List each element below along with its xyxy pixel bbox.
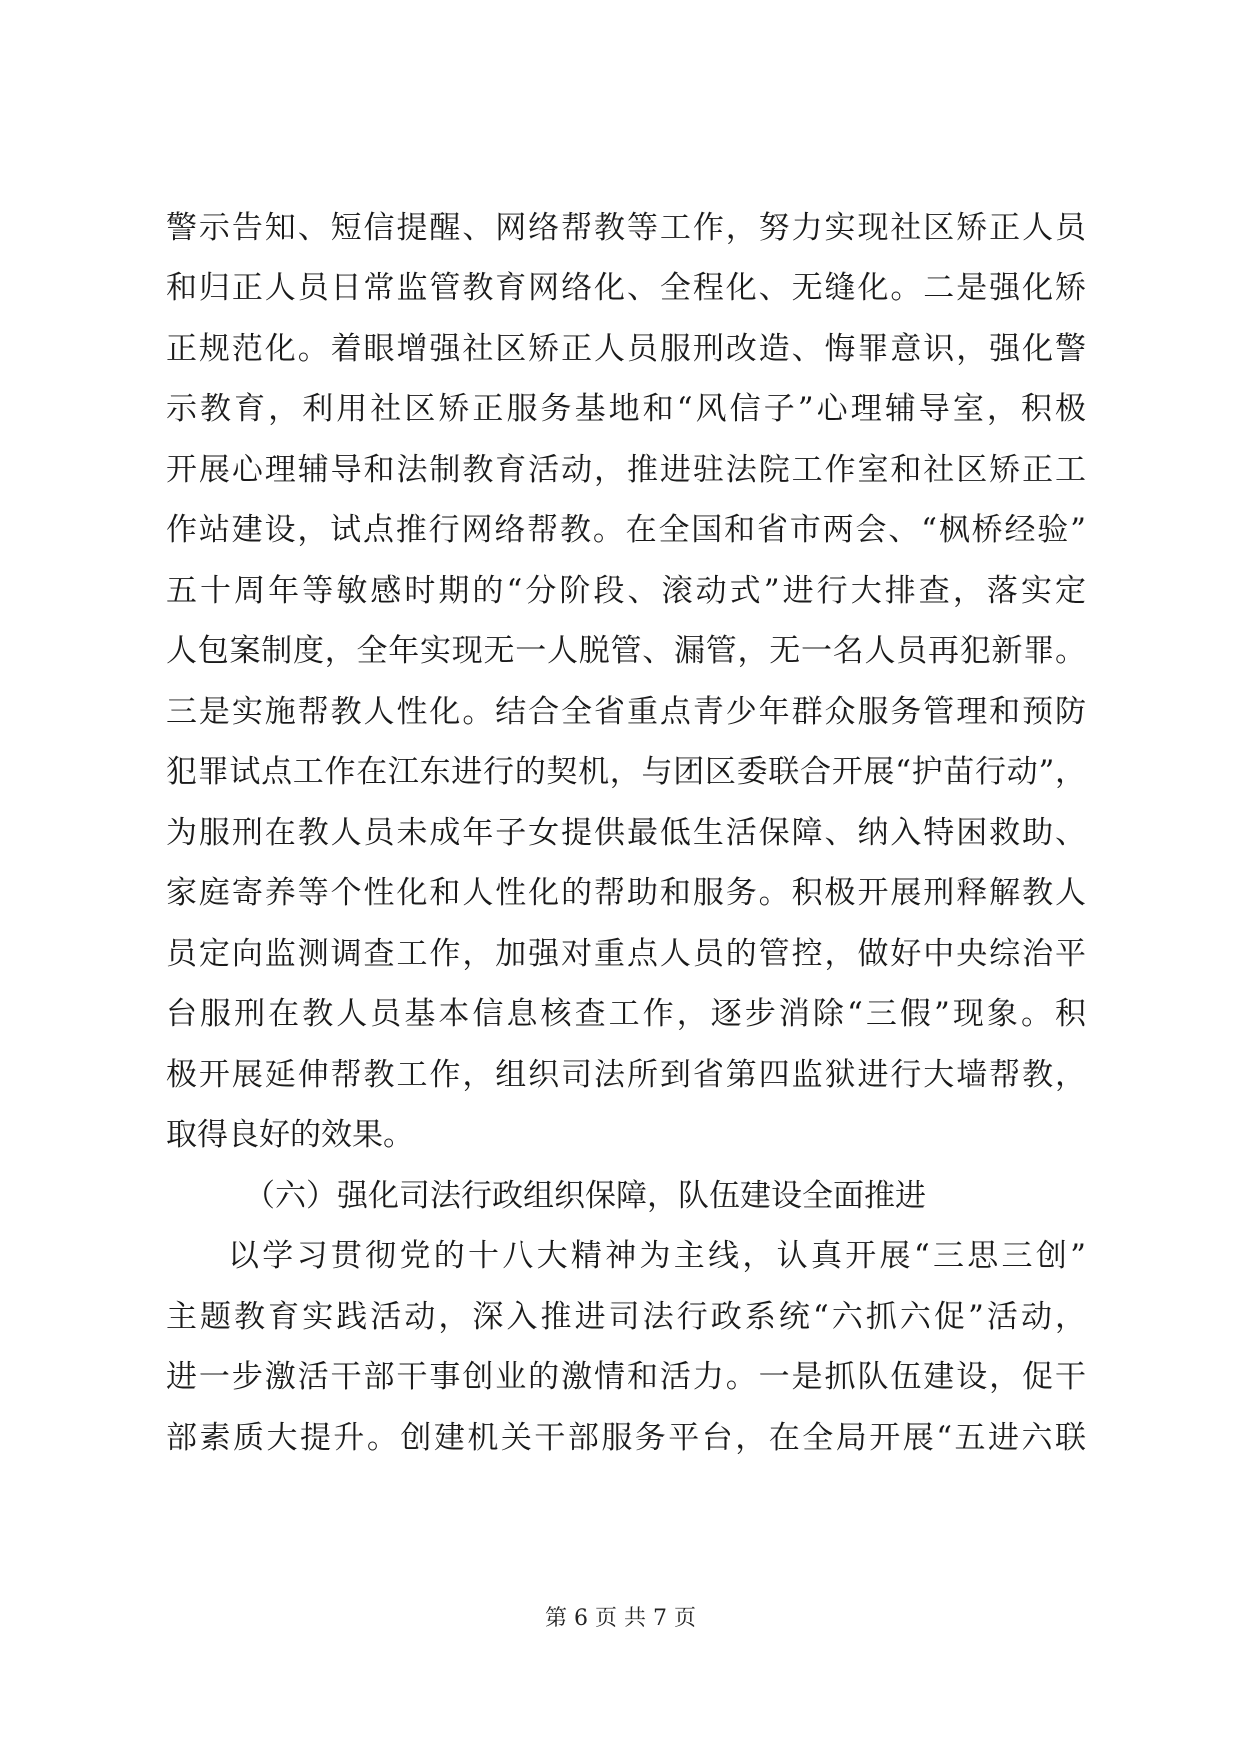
text-line: 示教育，利用社区矫正服务基地和“风信子”心理辅导室，积极 — [166, 391, 1086, 427]
text-line: 取得良好的效果。 — [166, 1117, 414, 1153]
text-line: 为服刑在教人员未成年子女提供最低生活保障、纳入特困救助、 — [166, 815, 1086, 851]
text-line: 极开展延伸帮教工作，组织司法所到省第四监狱进行大墙帮教， — [166, 1057, 1086, 1093]
text-line: 警示告知、短信提醒、网络帮教等工作，努力实现社区矫正人员 — [166, 210, 1086, 246]
text-line: 以学习贯彻党的十八大精神为主线，认真开展“三思三创” — [228, 1238, 1086, 1274]
text-line: 和归正人员日常监管教育网络化、全程化、无缝化。二是强化矫 — [166, 270, 1086, 306]
text-line: 进一步激活干部干事创业的激情和活力。一是抓队伍建设，促干 — [166, 1359, 1086, 1395]
text-line: 作站建设，试点推行网络帮教。在全国和省市两会、“枫桥经验” — [166, 512, 1086, 548]
text-line: 员定向监测调查工作，加强对重点人员的管控，做好中央综治平 — [166, 936, 1086, 972]
section-heading: （六）强化司法行政组织保障，队伍建设全面推进 — [244, 1178, 926, 1214]
text-line: 犯罪试点工作在江东进行的契机，与团区委联合开展“护苗行动”， — [166, 754, 1086, 790]
text-line: 三是实施帮教人性化。结合全省重点青少年群众服务管理和预防 — [166, 694, 1086, 730]
text-line: 人包案制度，全年实现无一人脱管、漏管，无一名人员再犯新罪。 — [166, 633, 1086, 669]
text-line: 家庭寄养等个性化和人性化的帮助和服务。积极开展刑释解教人 — [166, 875, 1086, 911]
text-line: 主题教育实践活动，深入推进司法行政系统“六抓六促”活动， — [166, 1299, 1086, 1335]
text-line: 五十周年等敏感时期的“分阶段、滚动式”进行大排查，落实定 — [166, 573, 1086, 609]
text-line: 正规范化。着眼增强社区矫正人员服刑改造、悔罪意识，强化警 — [166, 331, 1086, 367]
text-line: 开展心理辅导和法制教育活动，推进驻法院工作室和社区矫正工 — [166, 452, 1086, 488]
page-number-footer: 第 6 页 共 7 页 — [545, 1606, 696, 1631]
text-line: 台服刑在教人员基本信息核查工作，逐步消除“三假”现象。积 — [166, 996, 1086, 1032]
text-line: 部素质大提升。创建机关干部服务平台，在全局开展“五进六联 — [166, 1420, 1086, 1456]
